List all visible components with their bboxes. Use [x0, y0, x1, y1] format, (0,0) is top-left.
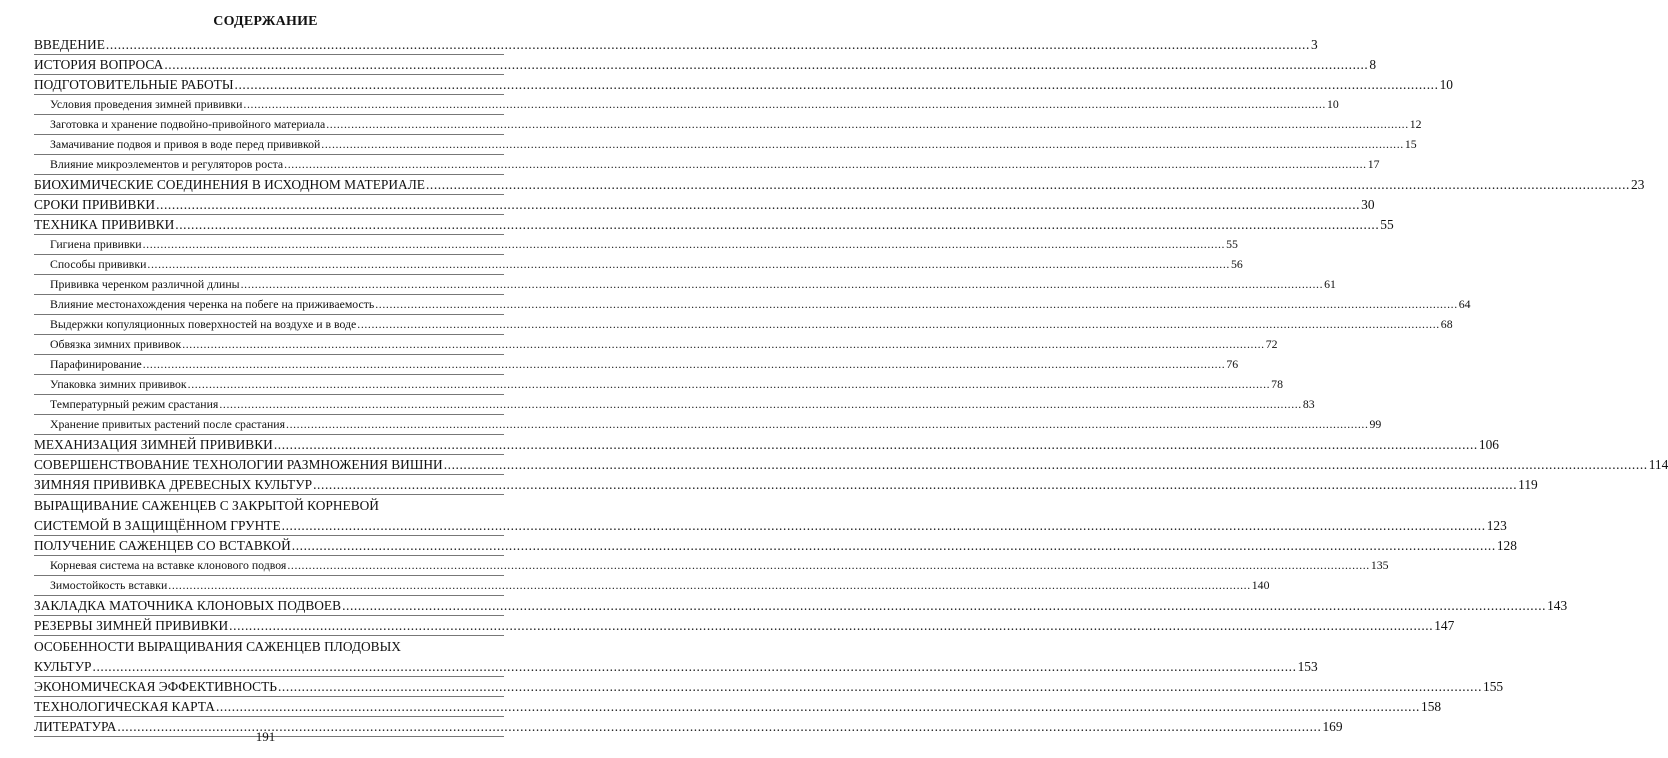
dot-leader: [188, 375, 1271, 394]
dot-leader: [143, 235, 1226, 254]
toc-chapter: [34, 697, 1442, 717]
toc-chapter: [34, 455, 1668, 475]
toc-list: [34, 35, 1668, 737]
toc-page-number: 10: [1439, 77, 1453, 92]
toc-page-number: 99: [1369, 417, 1382, 431]
toc-entry-title: БИОХИМИЧЕСКИЕ СОЕДИНЕНИЯ В ИСХОДНОМ МАТЕРИАЛЕ: [34, 177, 425, 192]
toc-page-number: 76: [1226, 357, 1239, 371]
toc-page-number: 12: [1409, 117, 1422, 131]
toc-chapter: [34, 195, 1375, 215]
toc-entry-title: ЛИТЕРАТУРА: [34, 719, 117, 734]
dot-leader: [444, 455, 1648, 474]
toc-entry-title: Влияние местонахождения черенка на побеге на приживаемость: [50, 297, 375, 311]
dot-leader: [292, 536, 1496, 555]
dot-leader: [235, 75, 1439, 94]
toc-page-number: 119: [1518, 477, 1538, 492]
toc-page-number: 56: [1230, 257, 1243, 271]
toc-page-number: 78: [1271, 377, 1283, 391]
toc-entry-title: Хранение привитых растений после срастания: [50, 417, 286, 431]
toc-entry-title: ЗАКЛАДКА МАТОЧНИКА КЛОНОВЫХ ПОДВОЕВ: [34, 598, 342, 613]
dot-leader: [313, 475, 1517, 494]
toc-subsection: [34, 415, 1382, 435]
toc-page-number: 169: [1322, 719, 1343, 734]
toc-page-number: 147: [1434, 618, 1455, 633]
toc-entry-title: ЭКОНОМИЧЕСКАЯ ЭФФЕКТИВНОСТЬ: [34, 679, 277, 694]
toc-page-number: 123: [1486, 518, 1507, 533]
toc-entry-title-continued: КУЛЬТУР: [34, 659, 92, 674]
toc-entry-title: Выдержки копуляционных поверхностей на воздухе и в воде: [50, 317, 357, 331]
toc-entry-title: Влияние микроэлементов и регуляторов роста: [50, 157, 284, 171]
toc-page-number: 72: [1265, 337, 1278, 351]
toc-entry-title: Парафинирование: [50, 357, 142, 371]
dot-leader: [241, 275, 1324, 294]
toc-entry-title: ТЕХНОЛОГИЧЕСКАЯ КАРТА: [34, 699, 215, 714]
toc-chapter: [34, 495, 1507, 536]
dot-leader: [93, 657, 1297, 676]
toc-page-number: 30: [1361, 197, 1375, 212]
toc-page-number: 155: [1483, 679, 1504, 694]
toc-chapter: [34, 175, 1645, 195]
toc-entry-title: Зимостойкость вставки: [50, 578, 168, 592]
toc-page-number: 83: [1302, 397, 1315, 411]
toc-page-number: 143: [1547, 598, 1568, 613]
toc-page-number: 153: [1297, 659, 1318, 674]
dot-leader: [326, 115, 1409, 134]
toc-entry-title: Температурный режим срастания: [50, 397, 219, 411]
toc-entry-title: Корневая система на вставке клонового подвоя: [50, 558, 287, 572]
toc-entry-title: Гигиена прививки: [50, 237, 142, 251]
dot-leader: [219, 395, 1302, 414]
toc-chapter: [34, 435, 1499, 455]
dot-leader: [278, 677, 1482, 696]
toc-page-number: 61: [1324, 277, 1336, 291]
toc-subsection: [34, 95, 1339, 115]
toc-page-number: 158: [1421, 699, 1442, 714]
dot-leader: [287, 556, 1370, 575]
page-number-footer: 191: [255, 729, 276, 744]
toc-page-number: 68: [1440, 317, 1453, 331]
toc-subsection: [34, 576, 1270, 596]
toc-page-number: 140: [1251, 578, 1270, 592]
toc-entry-title: РЕЗЕРВЫ ЗИМНЕЙ ПРИВИВКИ: [34, 618, 229, 633]
toc-entry-title: ВЫРАЩИВАНИЕ САЖЕНЦЕВ С ЗАКРЫТОЙ КОРНЕВОЙ: [34, 498, 379, 513]
dot-leader: [182, 335, 1265, 354]
toc-page-number: 55: [1226, 237, 1238, 251]
toc-entry-title: МЕХАНИЗАЦИЯ ЗИМНЕЙ ПРИВИВКИ: [34, 437, 273, 452]
toc-chapter: [34, 536, 1517, 556]
dot-leader: [143, 355, 1226, 374]
toc-entry-title-continued: СИСТЕМОЙ В ЗАЩИЩЁННОМ ГРУНТЕ: [34, 518, 281, 533]
toc-entry-title: ТЕХНИКА ПРИВИВКИ: [34, 217, 175, 232]
toc-page-number: 55: [1380, 217, 1394, 232]
dot-leader: [282, 516, 1486, 535]
toc-chapter: [34, 677, 1504, 697]
toc-subsection: [34, 115, 1422, 135]
toc-page-number: 15: [1404, 137, 1417, 151]
toc-subsection: [34, 235, 1238, 255]
toc-page-number: 64: [1458, 297, 1471, 311]
dot-leader: [216, 697, 1420, 716]
toc-page-number: 128: [1496, 538, 1517, 553]
toc-subsection: [34, 155, 1380, 175]
toc-entry-title: Способы прививки: [50, 257, 147, 271]
toc-subsection: [34, 375, 1283, 395]
dot-leader: [284, 155, 1367, 174]
toc-page-number: 135: [1370, 558, 1389, 572]
dot-leader: [274, 435, 1478, 454]
toc-entry-title: Прививка черенком различной длины: [50, 277, 240, 291]
toc-entry-title: ПОДГОТОВИТЕЛЬНЫЕ РАБОТЫ: [34, 77, 234, 92]
toc-subsection: [34, 315, 1453, 335]
toc-chapter: [34, 475, 1538, 495]
toc-chapter: [34, 75, 1453, 95]
toc-entry-title: Условия проведения зимней прививки: [50, 97, 243, 111]
dot-leader: [168, 576, 1251, 595]
toc-page-number: 8: [1369, 57, 1377, 72]
dot-leader: [164, 55, 1368, 74]
toc-entry-title: Упаковка зимних прививок: [50, 377, 187, 391]
dot-leader: [175, 215, 1379, 234]
toc-subsection: [34, 275, 1336, 295]
toc-chapter: [34, 35, 1318, 55]
toc-subsection: [34, 135, 1417, 155]
dot-leader: [243, 95, 1326, 114]
toc-entry-title: ОСОБЕННОСТИ ВЫРАЩИВАНИЯ САЖЕНЦЕВ ПЛОДОВЫХ: [34, 639, 401, 654]
toc-subsection: [34, 335, 1278, 355]
dot-leader: [342, 596, 1546, 615]
toc-subsection: [34, 556, 1389, 576]
toc-entry-title: ЗИМНЯЯ ПРИВИВКА ДРЕВЕСНЫХ КУЛЬТУР: [34, 477, 313, 492]
dot-leader: [106, 35, 1310, 54]
dot-leader: [375, 295, 1458, 314]
toc-page-number: 106: [1478, 437, 1499, 452]
toc-entry-title: Заготовка и хранение подвойно-привойного материала: [50, 117, 326, 131]
table-of-contents: [34, 35, 1668, 737]
toc-entry-title: СОВЕРШЕНСТВОВАНИЕ ТЕХНОЛОГИИ РАЗМНОЖЕНИЯ ВИШНИ: [34, 457, 443, 472]
toc-subsection: [34, 395, 1315, 415]
dot-leader: [321, 135, 1404, 154]
toc-page-number: 3: [1310, 37, 1318, 52]
toc-entry-title: ПОЛУЧЕНИЕ САЖЕНЦЕВ СО ВСТАВКОЙ: [34, 538, 291, 553]
toc-page-number: 17: [1367, 157, 1380, 171]
toc-page-number: 10: [1326, 97, 1339, 111]
toc-entry-title: Обвязка зимних прививок: [50, 337, 182, 351]
page-title: СОДЕРЖАНИЕ: [213, 14, 318, 29]
toc-entry-title: ВВЕДЕНИЕ: [34, 37, 105, 52]
dot-leader: [156, 195, 1360, 214]
dot-leader: [357, 315, 1440, 334]
toc-chapter: [34, 616, 1455, 636]
dot-leader: [147, 255, 1230, 274]
toc-subsection: [34, 295, 1471, 315]
toc-page-number: 114: [1648, 457, 1668, 472]
toc-entry-title: Замачивание подвоя и привоя в воде перед прививкой: [50, 137, 321, 151]
dot-leader: [286, 415, 1369, 434]
dot-leader: [229, 616, 1433, 635]
toc-chapter: [34, 636, 1318, 677]
toc-chapter: [34, 596, 1568, 616]
toc-chapter: [34, 55, 1377, 75]
dot-leader: [426, 175, 1630, 194]
toc-subsection: [34, 355, 1239, 375]
toc-entry-title: СРОКИ ПРИВИВКИ: [34, 197, 156, 212]
toc-chapter: [34, 215, 1394, 235]
toc-subsection: [34, 255, 1243, 275]
toc-entry-title: ИСТОРИЯ ВОПРОСА: [34, 57, 164, 72]
toc-page-number: 23: [1631, 177, 1645, 192]
